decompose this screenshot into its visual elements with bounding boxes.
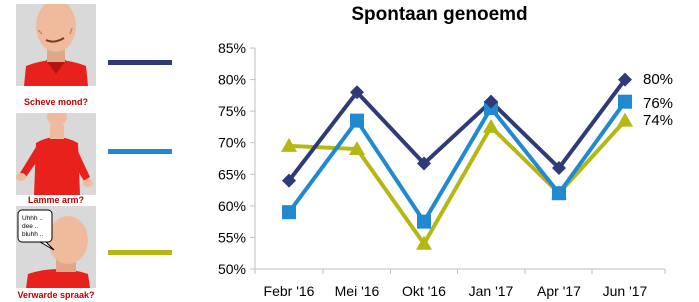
data-point-square	[350, 114, 364, 128]
x-tick-label: Jun '17	[602, 283, 648, 299]
y-tick-label: 60%	[217, 197, 246, 214]
series-line-3	[289, 121, 625, 244]
data-point-square	[417, 215, 431, 229]
y-tick-label: 85%	[217, 40, 246, 56]
data-point-square	[282, 205, 296, 219]
y-tick-label: 80%	[217, 71, 246, 88]
legend-caption: Scheve mond?	[23, 97, 88, 107]
y-tick-label: 55%	[217, 229, 246, 246]
x-tick-label: Jan '17	[468, 283, 514, 299]
x-tick-label: Febr '16	[263, 283, 315, 299]
legend-caption: Lamme arm?	[27, 195, 85, 205]
data-point-triangle	[617, 113, 633, 127]
end-value-label: 76%	[643, 95, 674, 112]
y-tick-label: 50%	[217, 261, 246, 277]
x-tick-label: Okt '16	[402, 283, 446, 299]
y-tick-label: 70%	[217, 134, 246, 151]
y-tick-label: 75%	[217, 103, 246, 120]
end-value-label: 80%	[643, 71, 674, 88]
legend-caption: Verwarde spraak?	[17, 290, 95, 300]
end-value-label: 74%	[643, 112, 674, 129]
speech-bubble-line: Uhhh ..	[22, 215, 43, 222]
y-tick-label: 65%	[217, 166, 246, 183]
x-tick-label: Mei '16	[334, 283, 380, 299]
speech-bubble-line: bluhh ..	[22, 231, 44, 238]
data-point-square	[618, 95, 632, 109]
speech-bubble-line: dee ..	[22, 223, 39, 230]
series-line-2	[289, 102, 625, 222]
data-point-square	[552, 186, 566, 200]
chart-title: Spontaan genoemd	[351, 4, 528, 25]
x-tick-label: Apr '17	[537, 283, 581, 299]
